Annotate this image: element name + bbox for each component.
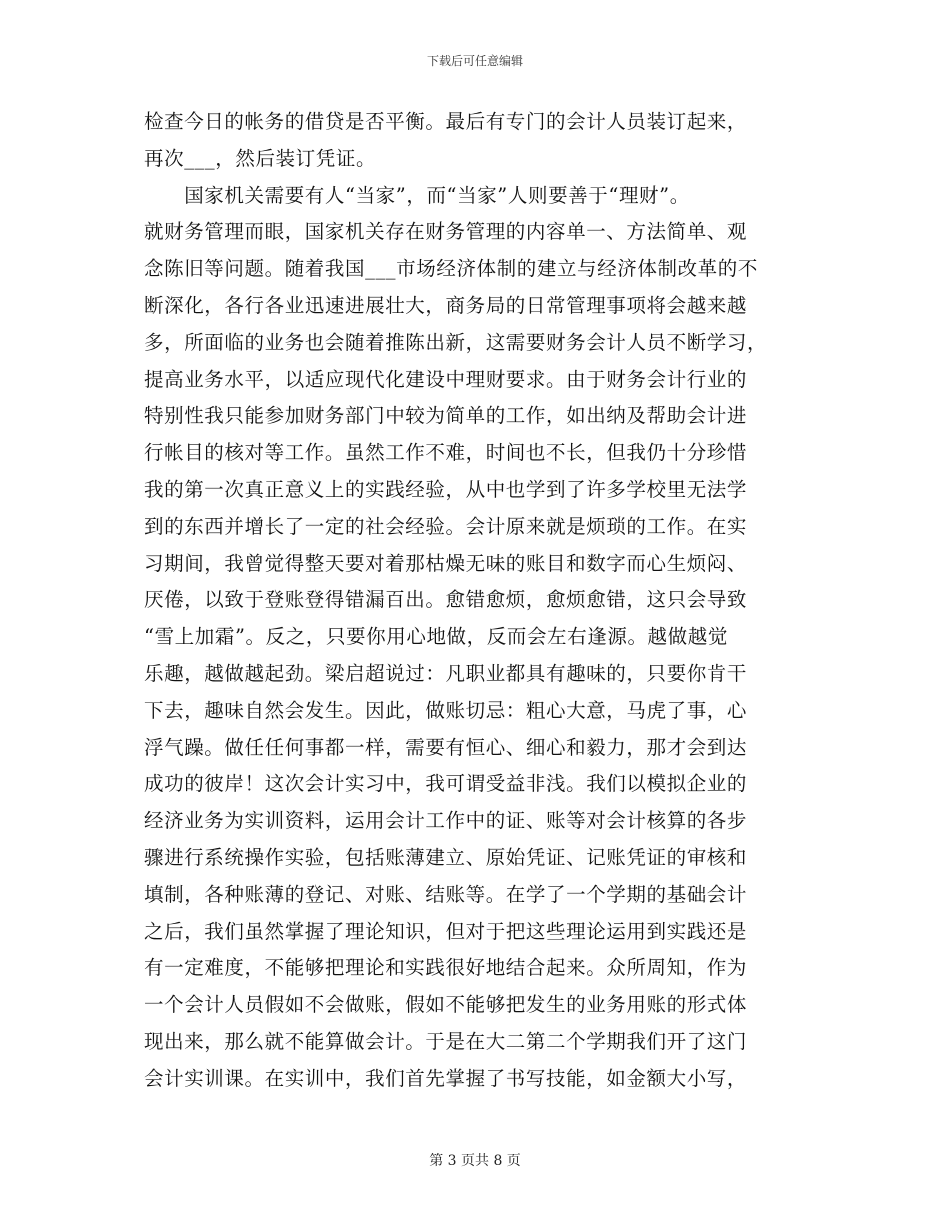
text-line: 浮气躁。做任任何事都一样，需要有恒心、细心和毅力，那才会到达 [144,735,748,759]
page-number: 第 3 页共 8 页 [429,1153,521,1169]
text-line: 检查今日的帐务的借贷是否平衡。最后有专门的会计人员装订起来， [144,110,748,133]
text-line: 一个会计人员假如不会做账，假如不能够把发生的业务用账的形式体 [144,993,748,1017]
page-header: 下载后可任意编辑 [426,54,523,68]
text-line: 会计实训课。在实训中，我们首先掌握了书写技能，如金额大小写， [144,1066,748,1090]
text-line: 乐趣，越做越起劲。梁启超说过：凡职业都具有趣味的，只要你肯干 [144,661,748,685]
text-line: 念陈旧等问题。随着我国___市场经济体制的建立与经济体制改革的不 [144,257,758,281]
text-line: 断深化，各行各业迅速进展壮大，商务局的日常管理事项将会越来越 [144,293,748,317]
text-line: 现出来，那么就不能算做会计。于是在大二第二个学期我们开了这门 [144,1029,748,1053]
text-line: 经济业务为实训资料，运用会计工作中的证、账等对会计核算的各步 [144,809,748,833]
text-line: 之后，我们虽然掌握了理论知识，但对于把这些理论运用到实践还是 [144,919,748,943]
text-line: 到的东西并增长了一定的社会经验。会计原来就是烦琐的工作。在实 [144,514,748,538]
text-line: 填制，各种账薄的登记、对账、结账等。在学了一个学期的基础会计 [144,882,748,906]
text-line: 国家机关需要有人“当家”，而“当家”人则要善于“理财”。 [144,183,690,207]
text-line: 行帐目的核对等工作。虽然工作不难，时间也不长，但我仍十分珍惜 [144,441,748,465]
text-line: 有一定难度，不能够把理论和实践很好地结合起来。众所周知，作为 [144,956,748,980]
text-line: 特别性我只能参加财务部门中较为简单的工作，如出纳及帮助会计进 [144,404,748,428]
text-line: 多，所面临的业务也会随着推陈出新，这需要财务会计人员不断学习， [144,330,768,354]
text-line: 习期间，我曾觉得整天要对着那枯燥无味的账目和数字而心生烦闷、 [144,551,748,575]
document-body [144,104,804,1098]
text-line: 就财务管理而眼，国家机关存在财务管理的内容单一、方法简单、观 [144,220,748,244]
text-line: 厌倦，以致于登账登得错漏百出。愈错愈烦，愈烦愈错，这只会导致 [144,588,748,612]
text-line: 再次___，然后装订凭证。 [144,146,377,170]
text-line: 提高业务水平，以适应现代化建设中理财要求。由于财务会计行业的 [144,367,748,391]
text-line: “雪上加霜”。反之，只要你用心地做，反而会左右逢源。越做越觉 [144,625,728,649]
text-line: 下去，趣味自然会发生。因此，做账切忌：粗心大意，马虎了事，心 [144,698,748,722]
text-line: 成功的彼岸！这次会计实习中，我可谓受益非浅。我们以模拟企业的 [144,772,748,796]
text-line: 我的第一次真正意义上的实践经验，从中也学到了许多学校里无法学 [144,477,748,501]
text-line: 骤进行系统操作实验，包括账薄建立、原始凭证、记账凭证的审核和 [144,845,748,869]
